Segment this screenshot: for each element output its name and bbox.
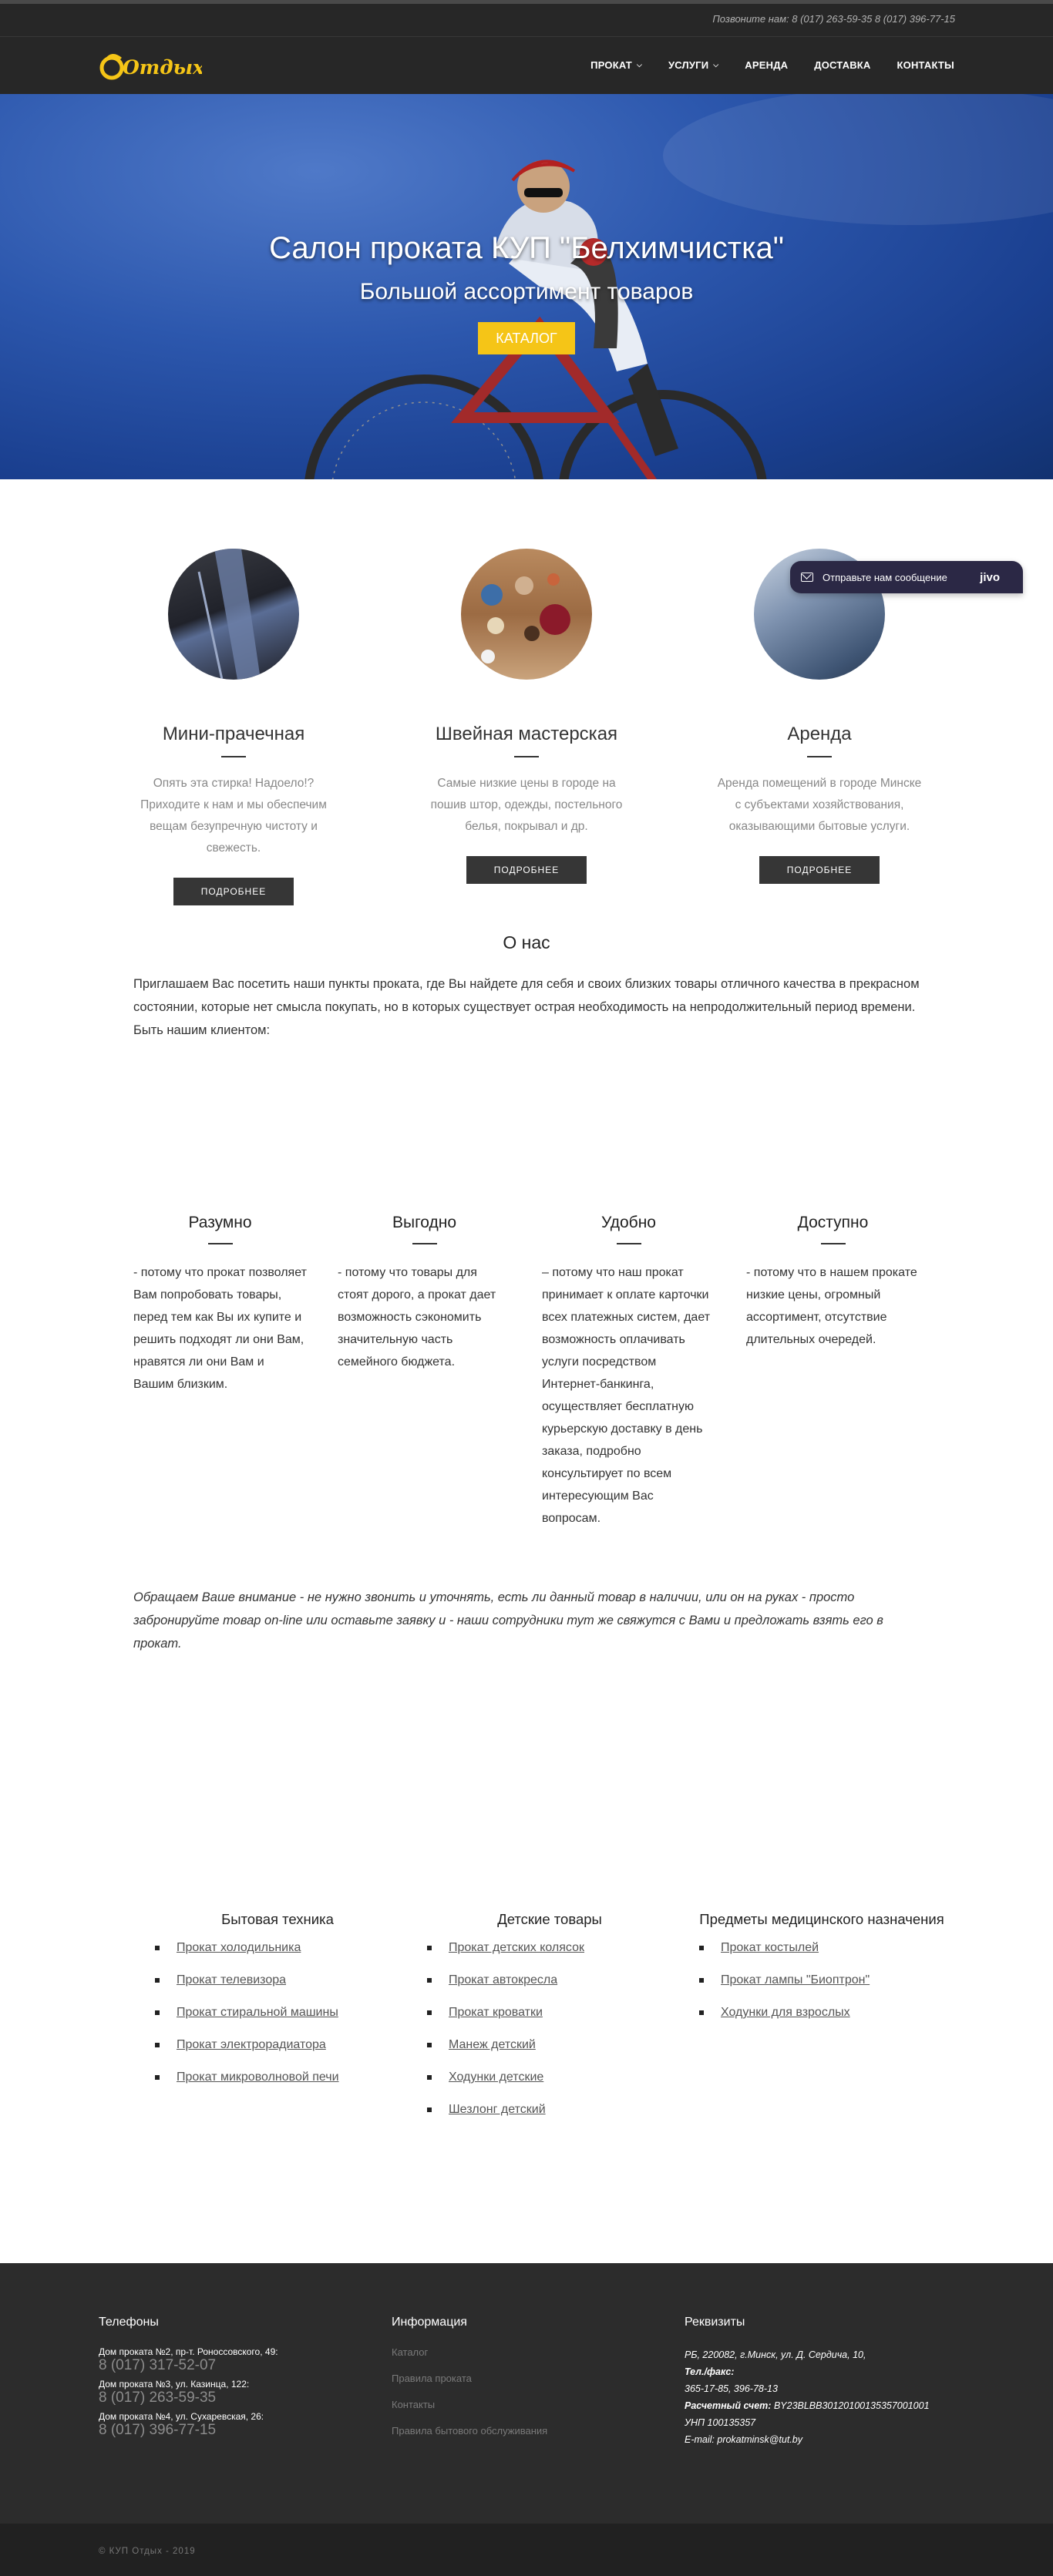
requisites-email[interactable]: E-mail: prokatminsk@tut.by	[685, 2434, 803, 2445]
list-item	[150, 1932, 405, 1964]
category-link[interactable]: Прокат микроволновой печи	[177, 2071, 339, 2084]
copyright-text: © КУП Отдых - 2019	[99, 2547, 196, 2556]
branch-phone[interactable]: 8 (017) 263-59-35	[99, 2390, 217, 2406]
service-title: Мини-прачечная	[162, 724, 305, 744]
service-text: Опять эта стирка! Надоело!? Приходите к нам и мы обеспечим вещам безупречную чистоту и свежесть.	[140, 777, 327, 855]
logo-graphic	[98, 48, 202, 86]
category-link[interactable]: Манеж детский	[449, 2038, 536, 2051]
logo-text: Отдых	[123, 56, 202, 79]
requisites-address: РБ, 220082, г.Минск, ул. Д. Сердича, 10,	[685, 2349, 866, 2360]
title-divider	[412, 1243, 437, 1244]
feature-title: Разумно	[188, 1214, 252, 1231]
requisites-account-label: Расчетный счет:	[685, 2400, 772, 2411]
navbar	[0, 36, 1053, 94]
list-item	[150, 2061, 405, 2094]
footer-phones	[99, 2316, 353, 2443]
list-item	[422, 2094, 677, 2126]
service-title: Швейная мастерская	[435, 724, 618, 744]
feature-card	[133, 1214, 307, 1395]
chevron-down-icon: ⌵	[636, 61, 642, 69]
requisites-tel: 365-17-85, 396-78-13	[685, 2383, 778, 2394]
category-list	[695, 1932, 949, 2029]
category-link[interactable]: Прокат детских колясок	[449, 1941, 585, 1954]
footer	[0, 2263, 1053, 2524]
category-link[interactable]: Прокат лампы "Биоптрон"	[721, 1973, 870, 1987]
footer-title: Реквизиты	[685, 2316, 745, 2329]
category-kids	[422, 1911, 677, 2126]
feature-text: – потому что наш прокат принимает к оплате карточки всех платежных систем, дает возможность оплачивать услуги посредством Интернет-банкинга, осуществляет бесплатную курьерскую доставку в день заказа, подробно консультирует по всем интересующим Вас вопросам.	[542, 1266, 711, 1525]
about-title: О нас	[503, 932, 550, 952]
feature-title: Удобно	[601, 1214, 656, 1231]
feature-text: - потому что в нашем прокате низкие цены, огромный ассортимент, отсутствие длительных очередей.	[746, 1266, 917, 1346]
category-link[interactable]: Прокат костылей	[721, 1941, 819, 1954]
list-item	[422, 1964, 677, 1997]
requisites-tel-label: Тел./факс:	[685, 2366, 735, 2377]
requisites-unp: УНП 100135357	[685, 2417, 756, 2428]
service-card-rent	[712, 549, 927, 884]
jivo-brand: jivo	[980, 570, 1000, 584]
branch-phone[interactable]: 8 (017) 396-77-15	[99, 2422, 217, 2438]
nav-item-prokat[interactable]: ПРОКАТ ⌵	[590, 59, 642, 71]
footer-info	[392, 2316, 646, 2451]
footer-title: Информация	[392, 2316, 467, 2329]
nav-item-uslugi[interactable]: УСЛУГИ ⌵	[668, 59, 719, 71]
category-link[interactable]: Прокат автокресла	[449, 1973, 558, 1987]
booking-notice: Обращаем Ваше внимание - не нужно звонить и уточнять, есть ли данный товар в наличии, или он на руках - просто забронируйте товар on-line или оставьте заявку и - наши сотрудники тут же свяжутся с Вами и предложать взять его в прокат.	[133, 1590, 883, 1651]
topbar	[0, 4, 1053, 36]
topbar-phones: Позвоните нам: 8 (017) 263-59-35 8 (017) 396-77-15	[712, 13, 955, 25]
category-link[interactable]: Прокат холодильника	[177, 1941, 301, 1954]
footer-requisites	[685, 2316, 962, 2448]
list-item	[422, 1932, 677, 1964]
title-divider	[221, 756, 246, 757]
list-item	[422, 2029, 677, 2061]
title-divider	[821, 1243, 846, 1244]
category-list	[150, 1932, 405, 2094]
category-medical	[695, 1911, 949, 2029]
title-divider	[514, 756, 539, 757]
mail-icon	[801, 573, 813, 582]
footer-link-contacts[interactable]: Контакты	[392, 2399, 436, 2410]
category-title: Предметы медицинского назначения	[699, 1911, 944, 1927]
list-item	[150, 1997, 405, 2029]
list-item	[422, 1997, 677, 2029]
list-item	[695, 1964, 949, 1997]
service-text: Аренда помещений в городе Минске с субъектами хозяйствования, оказывающими бытовые услуги.	[717, 777, 922, 833]
category-link[interactable]: Ходунки детские	[449, 2071, 544, 2084]
logo[interactable]	[98, 48, 202, 86]
title-divider	[807, 756, 832, 757]
nav-item-kontakty[interactable]: КОНТАКТЫ	[897, 59, 954, 71]
list-item	[695, 1997, 949, 2029]
list-item	[150, 2029, 405, 2061]
category-link[interactable]: Шезлонг детский	[449, 2103, 546, 2116]
footer-link-catalog[interactable]: Каталог	[392, 2346, 429, 2358]
category-list	[422, 1932, 677, 2126]
catalog-button[interactable]: КАТАЛОГ	[478, 322, 575, 354]
more-button[interactable]: ПОДРОБНЕЕ	[173, 878, 294, 905]
jivo-chat-widget[interactable]	[790, 561, 1023, 593]
footer-link-rules[interactable]: Правила проката	[392, 2373, 472, 2384]
nav-item-dostavka[interactable]: ДОСТАВКА	[814, 59, 871, 71]
more-button[interactable]: ПОДРОБНЕЕ	[759, 856, 880, 884]
branch-address: Дом проката №4, ул. Сухаревская, 26:	[99, 2411, 264, 2422]
service-card-laundry	[126, 549, 341, 905]
list-item	[150, 1964, 405, 1997]
feature-title: Выгодно	[392, 1214, 457, 1231]
nav-item-arenda[interactable]: АРЕНДА	[745, 59, 789, 71]
feature-card	[542, 1214, 715, 1530]
main-menu	[564, 59, 954, 71]
category-household	[150, 1911, 405, 2094]
service-image-sewing	[461, 549, 592, 680]
branch-address: Дом проката №2, пр-т. Роноссовского, 49:	[99, 2346, 278, 2357]
category-link[interactable]: Ходунки для взрослых	[721, 2006, 850, 2019]
title-divider	[208, 1243, 233, 1244]
title-divider	[617, 1243, 641, 1244]
hero-title: Салон проката КУП "Белхимчистка"	[269, 231, 784, 265]
service-image-laundry	[168, 549, 299, 680]
list-item	[422, 2061, 677, 2094]
copyright-bar	[0, 2524, 1053, 2576]
services-section	[0, 479, 1053, 895]
branch-address: Дом проката №3, ул. Казинца, 122:	[99, 2379, 250, 2390]
service-text: Самые низкие цены в городе на пошив штор, одежды, постельного белья, покрывал и др.	[430, 777, 623, 833]
about-text: Приглашаем Вас посетить наши пункты проката, где Вы найдете для себя и своих близких товары отличного качества в прекрасном состоянии, которые нет смысла покупать, но в которых существует острая необходимость на непродолжительный период времени. Быть нашим клиентом:	[133, 977, 920, 1037]
category-title: Бытовая техника	[221, 1911, 334, 1927]
requisites-account: BY23BLBB30120100135357001001	[773, 2400, 930, 2411]
category-link[interactable]: Прокат кроватки	[449, 2006, 543, 2019]
branch-phone[interactable]: 8 (017) 317-52-07	[99, 2357, 217, 2373]
hero-banner	[0, 94, 1053, 479]
footer-title: Телефоны	[99, 2316, 159, 2329]
feature-title: Доступно	[797, 1214, 869, 1231]
list-item	[695, 1932, 949, 1964]
hero-subtitle: Большой ассортимент товаров	[359, 279, 694, 304]
category-link[interactable]: Прокат электрорадиатора	[177, 2038, 326, 2051]
feature-text: - потому что товары для стоят дорого, а прокат дает возможность сэкономить значительную часть семейного бюджета.	[338, 1266, 496, 1369]
more-button[interactable]: ПОДРОБНЕЕ	[466, 856, 587, 884]
chevron-down-icon: ⌵	[713, 61, 719, 69]
category-link[interactable]: Прокат стиральной машины	[177, 2006, 338, 2019]
category-link[interactable]: Прокат телевизора	[177, 1973, 287, 1987]
jacket-illustration	[168, 549, 299, 680]
service-card-sewing	[419, 549, 634, 884]
service-title: Аренда	[787, 724, 852, 744]
chat-label: Отправьте нам сообщение	[823, 571, 947, 583]
category-title: Детские товары	[497, 1911, 602, 1927]
feature-text: - потому что прокат позволяет Вам попробовать товары, перед тем как Вы их купите и решить подходят ли они Вам, нравятся ли они Вам и Вашим близким.	[133, 1266, 307, 1391]
footer-link-service-rules[interactable]: Правила бытового обслуживания	[392, 2425, 548, 2437]
feature-card	[338, 1214, 511, 1373]
buttons-illustration	[461, 549, 592, 680]
feature-card	[746, 1214, 920, 1351]
